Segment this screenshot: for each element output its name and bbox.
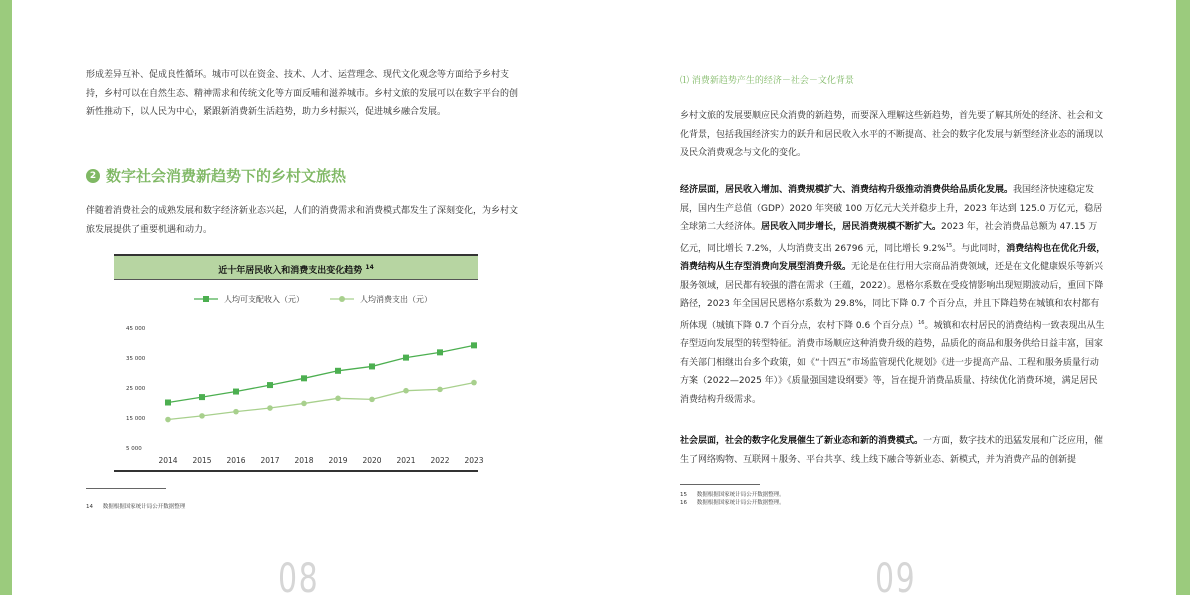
social-paragraph <box>680 432 1106 469</box>
data-point <box>233 409 239 415</box>
footnote-text: 数据根据国家统计局公开数据整理。 <box>696 492 785 498</box>
y-tick-label: 45 000 <box>126 326 146 332</box>
left-footnote <box>86 503 185 511</box>
chart-title-note: 14 <box>365 264 374 271</box>
chart-title-bar <box>114 254 478 280</box>
data-point <box>369 397 375 403</box>
page-number-right: 09 <box>875 556 917 602</box>
data-point <box>165 399 171 405</box>
data-point <box>267 382 273 388</box>
data-point <box>471 380 477 386</box>
y-tick-label: 25 000 <box>126 386 146 392</box>
data-point <box>437 387 443 393</box>
x-tick-label: 2015 <box>192 456 212 465</box>
income-consumption-chart <box>114 254 484 472</box>
footnote-ref-15: 15 <box>945 242 953 249</box>
data-point <box>199 394 205 400</box>
economic-lead: 经济层面，居民收入增加、消费规模扩大、消费结构升级推动消费供给品质化发展。 <box>680 185 1014 195</box>
x-tick-label: 2023 <box>464 456 484 465</box>
legend-marker <box>203 296 209 302</box>
footnote-number: 15 <box>680 492 687 498</box>
data-point <box>335 396 341 402</box>
x-tick-label: 2016 <box>226 456 246 465</box>
social-text-1: 一方面，数字技术的迅猛发展和广泛应用，催生了网络购物、互联网＋服务、平台共享、线上线下融合等新业态、新模式，并为消费产品的创新提 <box>680 436 1104 465</box>
x-tick-label: 2019 <box>328 456 348 465</box>
economic-bold-2: 居民收入同步增长，居民消费规模不断扩大。 <box>761 222 942 232</box>
y-tick-label: 15 000 <box>126 416 146 422</box>
footnote-ref-16: 16 <box>918 319 925 326</box>
data-point <box>233 389 239 395</box>
data-point <box>403 355 409 361</box>
footnote-number: 14 <box>86 504 93 510</box>
data-point <box>369 363 375 369</box>
chart-title: 近十年居民收入和消费支出变化趋势 <box>218 266 363 276</box>
social-lead: 社会层面，社会的数字化发展催生了新业态和新的消费模式。 <box>680 436 924 446</box>
data-point <box>301 401 307 407</box>
data-point <box>437 349 443 355</box>
economic-text-2: 2023 年，社会消费品总额为 47.15 万亿元，同比增长 7.2%，人均消费支出 26796 元，同比增长 9.2% <box>680 222 1098 254</box>
economic-text-1: 我国经济快速稳定发展，国内生产总值（GDP）2020 年突破 100 万亿元大关并稳步上升，2023 年达到 125.0 万亿元，稳居全球第二大经济体。 <box>680 185 1103 232</box>
x-tick-label: 2014 <box>158 456 178 465</box>
left-page <box>12 0 590 602</box>
y-tick-label: 35 000 <box>126 356 146 362</box>
right-page <box>596 0 1176 602</box>
data-point <box>199 413 205 419</box>
data-point <box>267 405 273 411</box>
left-footnote-rule <box>86 488 166 489</box>
economic-paragraph <box>680 181 1106 409</box>
data-point <box>471 342 477 348</box>
data-point <box>335 368 341 374</box>
economic-text-5: 。城镇和农村居民的消费结构一致表现出从生存型迈向发展型的转型特征。消费市场顺应这种消费升级的趋势，品质化的商品和服务供给日益丰富，国家有关部门相继出台多个政策，如《“十四五”市场监管现代化规划》《进一步提高产品、工程和服务质量行动方案（2022—2025 年）》《质量强国建设纲要》等，旨在提升消费品质量、持续优化消费环境，满足居民消费结构升级需求。 <box>680 320 1105 405</box>
chart-bottom-rule <box>114 470 478 472</box>
legend-label: 人均消费支出（元） <box>360 295 432 304</box>
footnote-text: 数据根据国家统计局公开数据整理 <box>102 504 186 510</box>
x-tick-label: 2022 <box>430 456 450 465</box>
economic-bold-3: 消费结构也在优化升级，消费结构从生存型消费向发展型消费升级。 <box>680 243 1106 272</box>
legend-label: 人均可支配收入（元） <box>224 295 304 304</box>
data-point <box>165 417 171 423</box>
x-tick-label: 2017 <box>260 456 280 465</box>
left-edge-band <box>0 0 12 595</box>
section-paragraph: 伴随着消费社会的成熟发展和数字经济新业态兴起，人们的消费需求和消费模式都发生了深刻变化，为乡村文旅发展提供了重要机遇和动力。 <box>86 206 519 235</box>
sub-heading: ⑴ 消费新趋势产生的经济－社会－文化背景 <box>680 76 854 86</box>
economic-text-4: 无论是在住行用大宗商品消费领域，还是在文化健康娱乐等新兴服务领域，居民都有较强的潜在需求（王蕴，2022）。恩格尔系数在受疫情影响出现短期波动后，重回下降路径，2023 年全国居民恩格尔系数为 29.8%，同比下降 0.7 个百分点，并且下降趋势在城镇和农村都有所体现（城镇下降 0.7 个百分点，农村下降 0.6 个百分点） <box>680 262 1104 331</box>
right-intro-paragraph: 乡村文旅的发展要顺应民众消费的新趋势，而要深入理解这些新趋势，首先要了解其所处的经济、社会和文化背景，包括我国经济实力的跃升和居民收入水平的不断提高、社会的数字化发展与新型经济业态的涌现以及民众消费观念与文化的变化。 <box>680 111 1104 158</box>
left-intro-paragraph: 形成差异互补、促成良性循环。城市可以在资金、技术、人才、运营理念、现代文化观念等方面给予乡村支持，乡村可以在自然生态、精神需求和传统文化等方面反哺和滋养城市。乡村文旅的发展可以在数字平台的创新性推动下，以人民为中心，紧跟新消费新生活趋势，助力乡村振兴，促进城乡融合发展。 <box>86 70 519 117</box>
right-footnote-rule <box>680 484 760 485</box>
data-point <box>301 375 307 381</box>
x-tick-label: 2021 <box>396 456 416 465</box>
data-point <box>403 388 409 394</box>
page-number-left: 08 <box>278 556 320 602</box>
economic-text-3: 。与此同时， <box>952 243 1007 254</box>
x-tick-label: 2018 <box>294 456 314 465</box>
section-heading <box>86 165 346 186</box>
footnote-text: 数据根据国家统计局公开数据整理。 <box>696 500 785 506</box>
right-edge-band <box>1176 0 1190 595</box>
series-line <box>168 345 474 402</box>
right-footnote-15 <box>680 491 785 499</box>
chart-plot <box>114 280 484 470</box>
legend-marker <box>339 296 345 302</box>
section-number-badge: 2 <box>86 169 100 183</box>
series-line <box>168 383 474 420</box>
section-title: 数字社会消费新趋势下的乡村文旅热 <box>106 167 347 185</box>
right-footnote-16 <box>680 499 785 507</box>
footnote-number: 16 <box>680 500 687 506</box>
x-tick-label: 2020 <box>362 456 382 465</box>
y-tick-label: 5 000 <box>126 446 142 452</box>
